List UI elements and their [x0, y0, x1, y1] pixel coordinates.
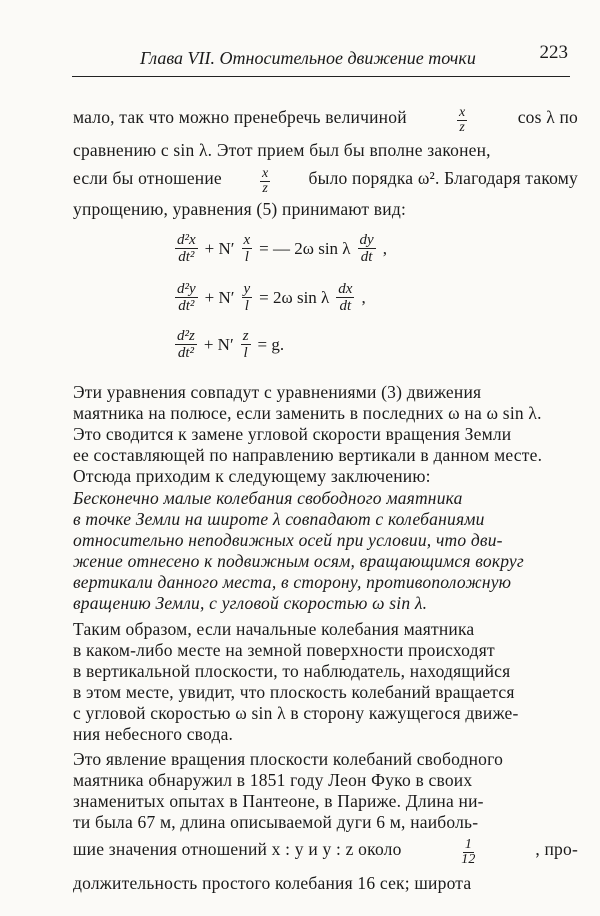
text-line: должительность простого колебания 16 сек; широта	[73, 873, 472, 893]
text-line: ния небесного свода.	[73, 724, 234, 744]
text-line: Это явление вращения плоскости колебаний свободного	[73, 749, 504, 769]
text-line: Таким образом, если начальные колебания маятника	[73, 619, 475, 639]
text-line: упрощению, уравнения (5) принимают вид:	[73, 199, 407, 219]
text-line: ти была 67 м, длина описываемой дуги 6 м, наиболь-	[73, 812, 479, 832]
running-header	[140, 42, 570, 74]
italic-line: жение отнесено к подвижным осям, вращающимся вокруг	[73, 551, 524, 571]
chapter-title: Глава VII. Относительное движение точки	[140, 48, 476, 68]
text-line: маятника на полюсе, если заменить в последних ω на ω sin λ.	[73, 403, 542, 423]
fraction: $\frac{x}{z}$	[459, 105, 466, 135]
header-rule	[72, 76, 570, 77]
text-line: ее составляющей по направлению вертикали в данном месте.	[73, 445, 543, 465]
text-line: мало, так что можно пренебречь величиной $\frac{x}{z}$ cos λ по	[73, 105, 578, 135]
italic-line: вращению Земли, с угловой скоростью ω sin λ.	[73, 593, 428, 613]
fraction: $\frac{1}{12}$	[461, 837, 476, 867]
text-line: знаменитых опытах в Пантеоне, в Париже. Длина ни-	[73, 791, 484, 811]
text-line: с угловой скоростью ω sin λ в сторону кажущегося движе-	[73, 703, 519, 723]
text-line: шие значения отношений x : y и y : z около $\frac{1}{12}$ , про-	[73, 837, 578, 867]
fraction: $\frac{x}{z}$	[262, 166, 269, 196]
italic-line: вертикали данного места, в сторону, противоположную	[73, 572, 512, 592]
text-line: Это сводится к замене угловой скорости вращения Земли	[73, 424, 512, 444]
text-line: в этом месте, увидит, что плоскость колебаний вращается	[73, 682, 515, 702]
equation-3: $\frac{\text{d²z}}{\text{dt²}}$ + N′ $\frac{z}{l}$ = g.	[177, 328, 285, 361]
text-line: если бы отношение $\frac{x}{z}$ было порядка ω². Благодаря такому	[73, 166, 578, 196]
italic-line: относительно неподвижных осей при условии, что дви-	[73, 530, 503, 550]
page-number: 223	[539, 42, 568, 63]
text-line: сравнению с sin λ. Этот прием был бы вполне законен,	[73, 140, 491, 160]
text-line: Эти уравнения совпадут с уравнениями (3) движения	[73, 382, 482, 402]
text-line: Отсюда приходим к следующему заключению:	[73, 466, 431, 486]
equation-2: $\frac{\text{d²y}}{\text{dt²}}$ + N′ $\frac{y}{l}$ = 2ω sin λ $\frac{dx}{dt}$ ,	[177, 281, 366, 314]
equation-1: $\frac{\text{d²x}}{\text{dt²}}$ + N′ $\frac{x}{l}$ = — 2ω sin λ $\frac{dy}{dt}$ ,	[177, 232, 387, 265]
text-line: в вертикальной плоскости, то наблюдатель, находящийся	[73, 661, 511, 681]
italic-line: в точке Земли на широте λ совпадают с колебаниями	[73, 509, 485, 529]
text-line: в каком-либо месте на земной поверхности происходят	[73, 640, 495, 660]
italic-line: Бесконечно малые колебания свободного маятника	[73, 488, 463, 508]
text-line: маятника обнаружил в 1851 году Леон Фуко в своих	[73, 770, 473, 790]
